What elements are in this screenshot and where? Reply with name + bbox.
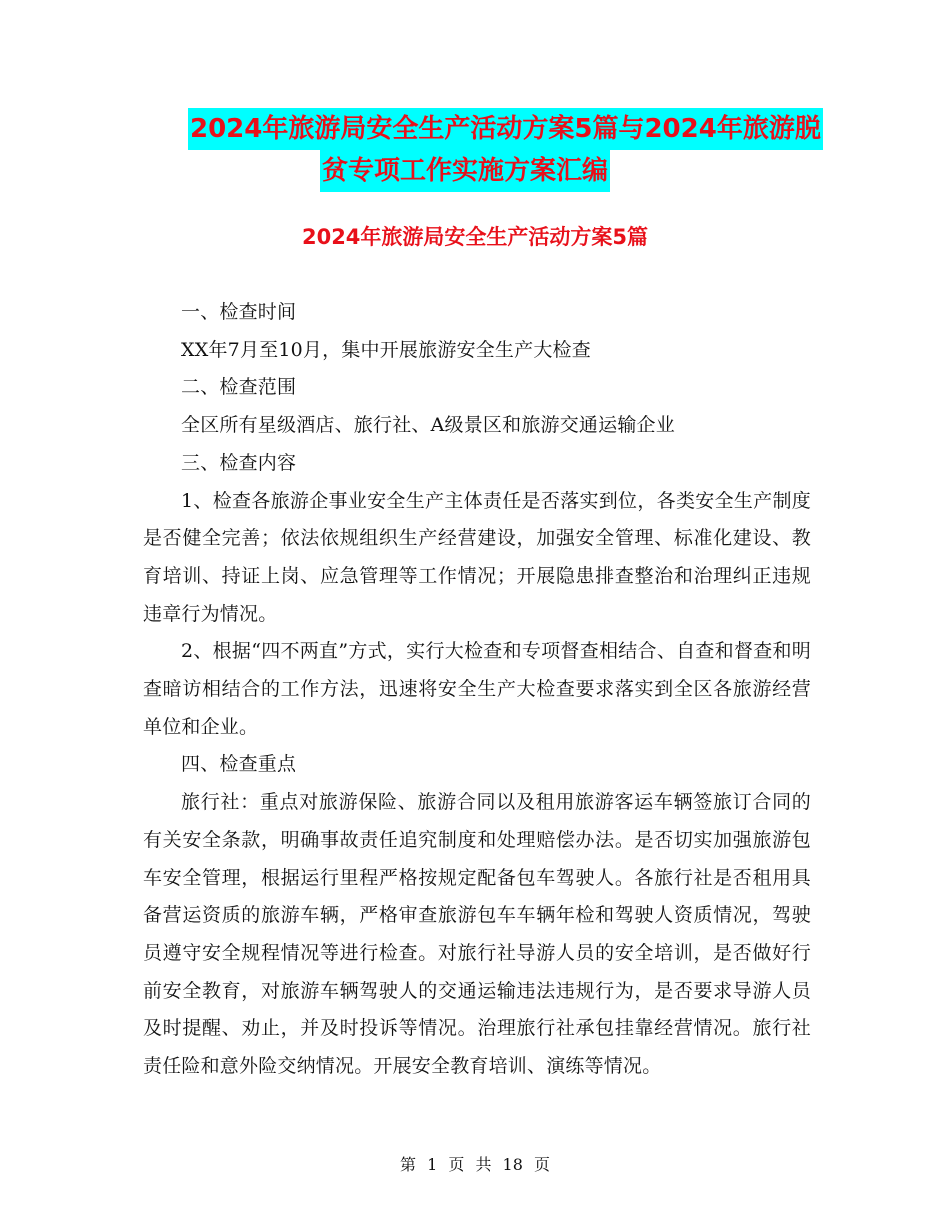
- title-row-2: [140, 150, 820, 192]
- title-row-1: [140, 108, 820, 150]
- paragraph: 三、检查内容: [181, 451, 297, 474]
- title-line-2: 贫专项工作实施方案汇编: [320, 150, 610, 192]
- paragraph: 一、检查时间: [181, 301, 297, 323]
- paragraph: 1、检查各旅游企事业安全生产主体责任是否落实到位，各类安全生产制度是否健全完善；依法依规组织生产经营建设，加强安全管理、标准化建设、教育培训、持证上岗、应急管理等工作情况；开展隐患排查整治和治理纠正违规违章行为情况。: [143, 489, 811, 625]
- paragraph: 2、根据“四不两直”方式，实行大检查和专项督查相结合、自查和督查和明查暗访相结合的工作方法，迅速将安全生产大检查要求落实到全区各旅游经营单位和企业。: [143, 640, 811, 738]
- paragraph: 旅行社：重点对旅游保险、旅游合同以及租用旅游客运车辆签旅订合同的有关安全条款，明确事故责任追究制度和处理赔偿办法。是否切实加强旅游包车安全管理，根据运行里程严格按规定配备包车驾驶人。各旅行社是否租用具备营运资质的旅游车辆，严格审查旅游包车车辆年检和驾驶人资质情况，驾驶员遵守安全规程情况等进行检查。对旅行社导游人员的安全培训，是否做好行前安全教育，对旅游车辆驾驶人的交通运输违法违规行为，是否要求导游人员及时提醒、劝止，并及时投诉等情况。治理旅行社承包挂靠经营情况。旅行社责任险和意外险交纳情况。开展安全教育培训、演练等情况。: [143, 791, 811, 1078]
- document-title: [140, 108, 820, 192]
- section-heading: 2024年旅游局安全生产活动方案5篇: [301, 225, 649, 249]
- paragraph: 四、检查重点: [181, 753, 297, 776]
- paragraph: 全区所有星级酒店、旅行社、A级景区和旅游交通运输企业: [181, 414, 675, 437]
- title-line-1: 2024年旅游局安全生产活动方案5篇与2024年旅游脱: [188, 108, 823, 150]
- page-footer: 第 1 页 共 18 页: [400, 1155, 550, 1174]
- paragraph: 二、检查范围: [181, 376, 297, 399]
- paragraph: XX年7月至10月，集中开展旅游安全生产大检查: [181, 338, 591, 361]
- document-body: [143, 294, 811, 1086]
